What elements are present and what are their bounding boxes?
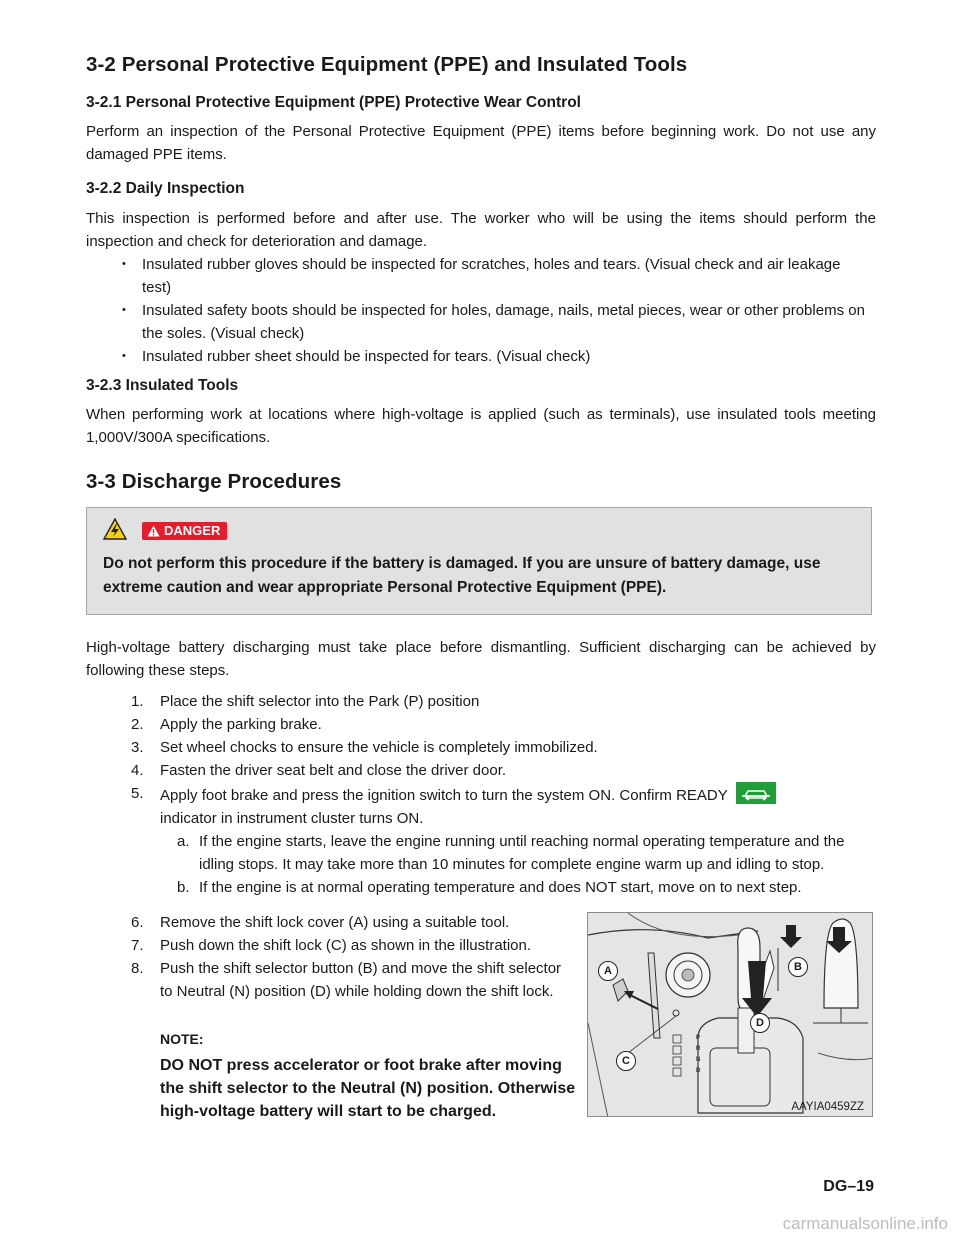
list-item [131,713,876,736]
danger-badge [142,522,227,540]
step-number: 1. [131,693,144,710]
list-item: • Insulated safety boots should be inspected for holes, damage, nails, metal pieces, wear or other problems on the soles. (Visual check) [120,299,870,345]
list-item [131,759,876,782]
step-number: 8. [131,960,144,977]
step-text: Push the shift selector button (B) and move the shift selector to Neutral (N) position (D) while holding down the shift lock. [160,960,562,1000]
step-text: Set wheel chocks to ensure the vehicle is completely immobilized. [160,739,598,756]
callout-c: C [616,1051,636,1071]
step-number: 7. [131,937,144,954]
step-number: 5. [131,785,144,802]
list-item [131,957,576,1003]
discharge-steps-bottom [131,911,576,1003]
list-item [131,736,876,759]
gear-n: N [696,1057,701,1063]
step-text: Apply the parking brake. [160,716,322,733]
watermark: carmanualsonline.info [782,1214,948,1233]
list-item: • Insulated rubber gloves should be inspected for scratches, holes and tears. (Visual check and air leakage test) [120,253,870,299]
list-item [131,934,576,957]
substep-letter: b. [177,879,190,896]
step-number: 3. [131,739,144,756]
high-voltage-warning-icon [103,518,127,540]
gear-indicator [696,1033,700,1077]
step-text-continued: indicator in instrument cluster turns ON. [160,810,424,827]
section-title-3-2: 3-2 Personal Protective Equipment (PPE) and Insulated Tools [86,53,688,76]
subsection-text-3-2-1: Perform an inspection of the Personal Protective Equipment (PPE) items before beginning work. Do not use any damaged PPE items. [86,123,876,163]
discharge-steps-top [131,690,876,899]
step-text: Apply foot brake and press the ignition switch to turn the system ON. Confirm READY [160,787,728,804]
danger-callout [86,507,872,615]
substep-text: If the engine is at normal operating temperature and does NOT start, move on to next step. [199,879,802,896]
substep-letter: a. [177,833,190,850]
inspection-bullet-list [120,253,870,368]
page-number: DG–19 [823,1178,874,1195]
list-item [177,876,876,899]
shift-selector-illustration [587,912,873,1117]
list-item [131,690,876,713]
step-text: Place the shift selector into the Park (P) position [160,693,480,710]
section-title-3-3: 3-3 Discharge Procedures [86,470,342,493]
substep-list [177,830,876,899]
shift-console-drawing [588,913,873,1117]
discharge-intro: High-voltage battery discharging must take place before dismantling. Sufficient discharging can be achieved by following these steps. [86,639,876,679]
list-item [131,911,576,934]
step-number: 6. [131,914,144,931]
substep-text: If the engine starts, leave the engine running until reaching normal operating temperature and the idling stops. It may take more than 10 minutes for complete engine warm up and idling to stop. [199,833,845,873]
danger-text: Do not perform this procedure if the battery is damaged. If you are unsure of battery damage, use extreme caution and wear appropriate Personal Protective Equipment (PPE). [103,555,821,596]
note-heading: NOTE: [160,1031,204,1047]
danger-badge-label: DANGER [164,523,221,538]
ready-indicator-icon [736,782,776,804]
step-number: 4. [131,762,144,779]
subsection-text-3-2-2: This inspection is performed before and after use. The worker who will be using the items should perform the inspection and check for deterioration and damage. [86,210,876,250]
list-item: • Insulated rubber sheet should be inspected for tears. (Visual check) [120,345,870,368]
callout-a: A [598,961,618,981]
callout-d: D [750,1013,770,1033]
callout-b: B [788,957,808,977]
step-text: Fasten the driver seat belt and close the driver door. [160,762,507,779]
subsection-title-3-2-3: 3-2.3 Insulated Tools [86,377,239,394]
step-number: 2. [131,716,144,733]
subsection-title-3-2-1: 3-2.1 Personal Protective Equipment (PPE) Protective Wear Control [86,94,581,111]
list-item [131,782,876,899]
subsection-title-3-2-2: 3-2.2 Daily Inspection [86,180,245,197]
list-item [177,830,876,876]
subsection-text-3-2-3: When performing work at locations where high-voltage is applied (such as terminals), use insulated tools meeting 1,000V/300A specifications. [86,406,876,446]
gear-r: R [696,1046,701,1052]
illustration-code: AAYIA0459ZZ [791,1101,864,1113]
gear-d: D [696,1068,701,1074]
gear-p: P [696,1035,701,1041]
step-text: Push down the shift lock (C) as shown in the illustration. [160,937,532,954]
note-text: DO NOT press accelerator or foot brake after moving the shift selector to the Neutral (N) position. Otherwise high-voltage battery will start to be charged. [160,1057,576,1120]
alert-triangle-icon [147,525,160,537]
step-text: Remove the shift lock cover (A) using a suitable tool. [160,914,510,931]
